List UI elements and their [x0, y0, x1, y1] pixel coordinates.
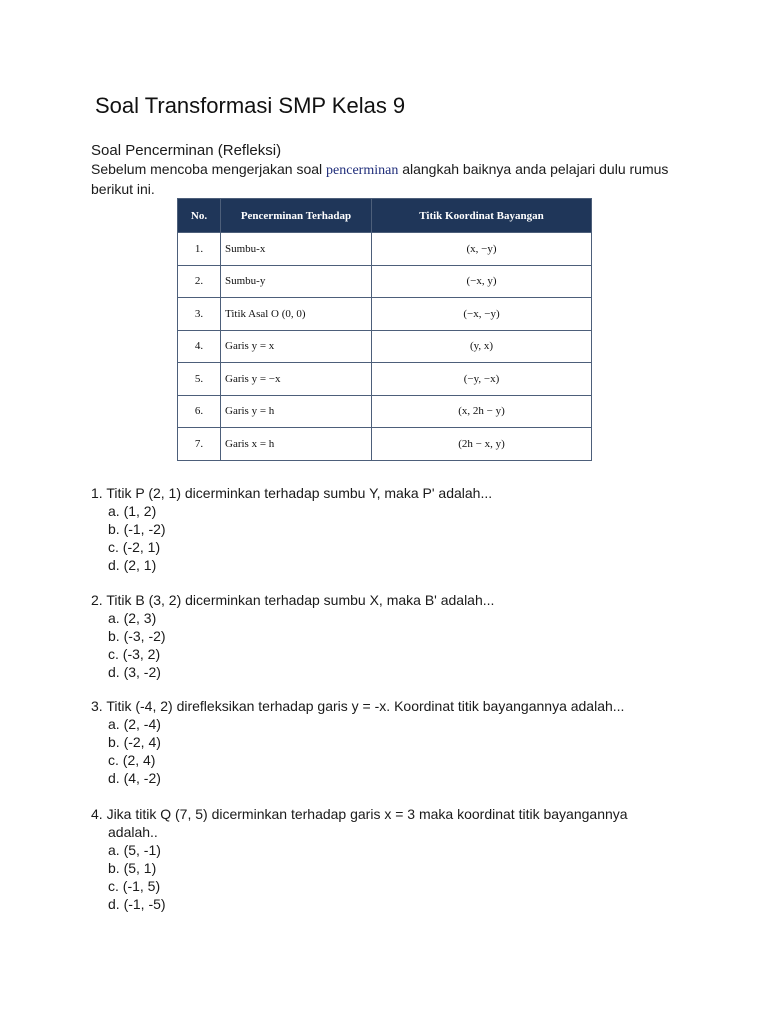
answer-options	[91, 502, 691, 574]
option-a: a. (2, 3)	[108, 610, 157, 626]
row-number: 7.	[178, 428, 221, 461]
row-reflection-against: Garis x = h	[221, 428, 372, 461]
row-reflection-against: Garis y = x	[221, 330, 372, 363]
row-image-coordinate: (2h − x, y)	[372, 428, 592, 461]
option-b: b. (5, 1)	[108, 860, 157, 876]
row-image-coordinate: (x, −y)	[372, 233, 592, 266]
section-heading: Soal Pencerminan (Refleksi)	[91, 142, 282, 159]
row-number: 3.	[178, 298, 221, 331]
question-text-continuation: adalah..	[108, 824, 158, 840]
row-number: 6.	[178, 395, 221, 428]
intro-term-pencerminan: pencerminan	[326, 163, 399, 178]
row-reflection-against: Sumbu-x	[221, 233, 372, 266]
table-row	[178, 265, 592, 298]
option-d: d. (3, -2)	[108, 664, 161, 680]
row-number: 5.	[178, 363, 221, 396]
question-1	[91, 484, 691, 574]
row-number: 2.	[178, 265, 221, 298]
header-image-coordinate: Titik Koordinat Bayangan	[372, 199, 592, 233]
table-row	[178, 298, 592, 331]
option-c: c. (-3, 2)	[108, 646, 161, 662]
intro-text-after: alangkah baiknya anda pelajari dulu rumus berikut ini.	[91, 161, 669, 197]
intro-text-before: Sebelum mencoba mengerjakan soal	[91, 161, 327, 177]
option-d: d. (4, -2)	[108, 770, 161, 786]
option-b: b. (-1, -2)	[108, 521, 166, 537]
header-reflection-against: Pencerminan Terhadap	[221, 199, 372, 233]
option-a: a. (5, -1)	[108, 842, 161, 858]
row-image-coordinate: (−y, −x)	[372, 363, 592, 396]
option-a: a. (2, -4)	[108, 716, 161, 732]
option-c: c. (-2, 1)	[108, 539, 161, 555]
table-row	[178, 363, 592, 396]
table-row	[178, 330, 592, 363]
row-reflection-against: Titik Asal O (0, 0)	[221, 298, 372, 331]
option-b: b. (-3, -2)	[108, 628, 166, 644]
option-b: b. (-2, 4)	[108, 734, 161, 750]
row-reflection-against: Sumbu-y	[221, 265, 372, 298]
table-row	[178, 395, 592, 428]
row-image-coordinate: (y, x)	[372, 330, 592, 363]
row-number: 4.	[178, 330, 221, 363]
reflection-rules-table	[177, 198, 592, 461]
page-title: Soal Transformasi SMP Kelas 9	[95, 93, 406, 118]
question-4	[91, 805, 691, 913]
row-reflection-against: Garis y = −x	[221, 363, 372, 396]
header-no: No.	[178, 199, 221, 233]
question-text: 2. Titik B (3, 2) dicerminkan terhadap sumbu X, maka B' adalah...	[91, 592, 495, 608]
option-c: c. (-1, 5)	[108, 878, 161, 894]
row-image-coordinate: (−x, y)	[372, 265, 592, 298]
question-3	[91, 697, 691, 787]
table-row	[178, 428, 592, 461]
question-text: 4. Jika titik Q (7, 5) dicerminkan terhadap garis x = 3 maka koordinat titik bayangannya	[91, 806, 628, 822]
row-image-coordinate: (x, 2h − y)	[372, 395, 592, 428]
option-d: d. (-1, -5)	[108, 896, 166, 912]
answer-options	[91, 715, 691, 787]
table-header-row	[178, 199, 592, 233]
option-c: c. (2, 4)	[108, 752, 156, 768]
question-text: 1. Titik P (2, 1) dicerminkan terhadap sumbu Y, maka P' adalah...	[91, 485, 493, 501]
question-2	[91, 591, 691, 681]
answer-options	[91, 609, 691, 681]
option-d: d. (2, 1)	[108, 557, 157, 573]
intro-paragraph	[91, 160, 691, 198]
table-row	[178, 233, 592, 266]
option-a: a. (1, 2)	[108, 503, 157, 519]
question-text: 3. Titik (-4, 2) direfleksikan terhadap garis y = -x. Koordinat titik bayangannya adalah...	[91, 698, 625, 714]
row-reflection-against: Garis y = h	[221, 395, 372, 428]
row-number: 1.	[178, 233, 221, 266]
row-image-coordinate: (−x, −y)	[372, 298, 592, 331]
answer-options	[91, 841, 691, 913]
